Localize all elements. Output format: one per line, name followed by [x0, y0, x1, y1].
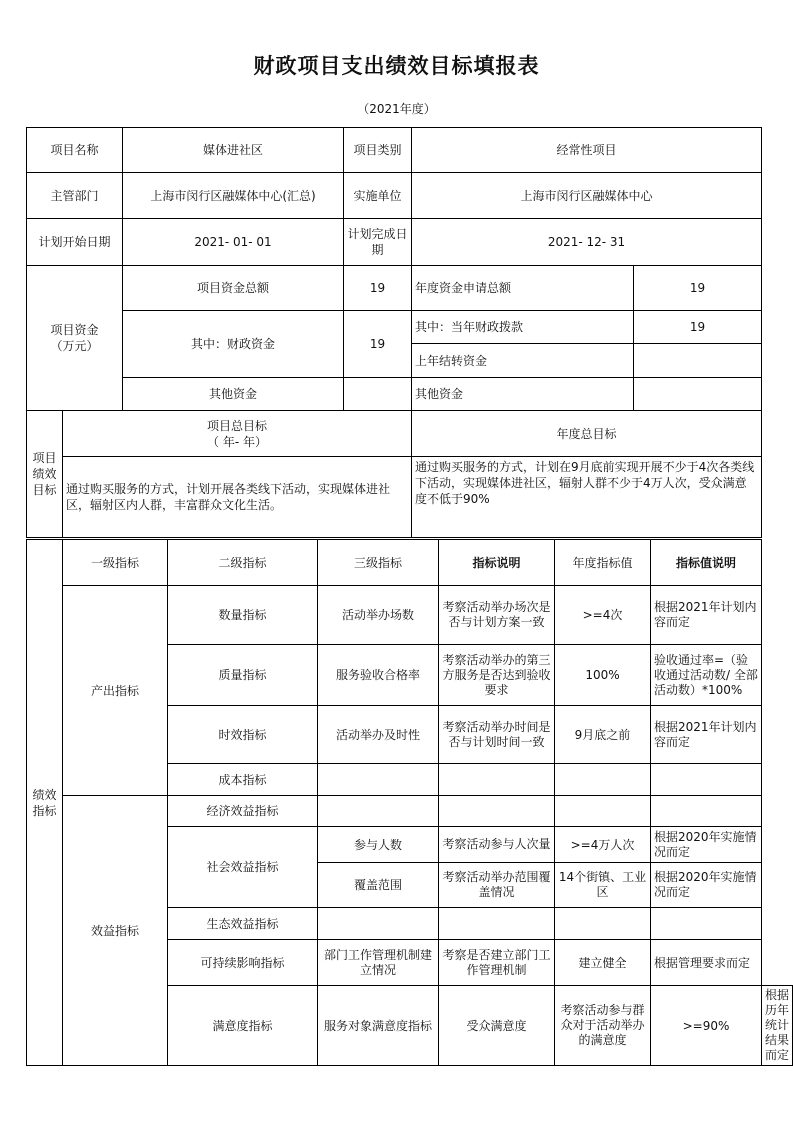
table-row: [318, 908, 439, 940]
impl-value: 上海市闵行区融媒体中心: [412, 173, 762, 219]
table-row: [439, 764, 555, 796]
table-row: 部门工作管理机制建立情况: [318, 940, 439, 986]
table-row: 根据管理要求而定: [651, 940, 762, 986]
table-row: >=4万人次: [555, 827, 651, 863]
table-row: 服务验收合格率: [318, 645, 439, 706]
table-row: [651, 796, 762, 827]
table-row: 根据历年统计结果而定: [762, 986, 793, 1066]
table-row: 考察活动参与群众对于活动举办的满意度: [555, 986, 651, 1066]
header-level2: 二级指标: [168, 540, 318, 586]
table-row: 考察活动举办时间是否与计划时间一致: [439, 706, 555, 764]
table-row: 验收通过率=（验收通过活动数/ 全部活动数）*100%: [651, 645, 762, 706]
project-type-value: 经常性项目: [412, 128, 762, 173]
funds-fiscal-label: 其中：财政资金: [123, 311, 344, 378]
year-label: （2021年度）: [357, 102, 436, 116]
table-row: 成本指标: [168, 764, 318, 796]
table-row: 建立健全: [555, 940, 651, 986]
dept-value: 上海市闵行区融媒体中心(汇总): [123, 173, 344, 219]
annual-goal-label: 年度总目标: [412, 411, 762, 457]
indicator-table: [26, 539, 793, 1066]
project-name-label: 项目名称: [27, 128, 123, 173]
table-row: 根据2020年实施情况而定: [651, 827, 762, 863]
table-row: 参与人数: [318, 827, 439, 863]
table-row: [439, 908, 555, 940]
table-row: 考察活动举办的第三方服务是否达到验收要求: [439, 645, 555, 706]
funds-other2-value: [634, 378, 762, 411]
table-row: 质量指标: [168, 645, 318, 706]
impl-label: 实施单位: [344, 173, 412, 219]
annual-goal-text: 通过购买服务的方式，计划在9月底前实现开展不少于4次各类线下活动，实现媒体进社区，辐射人群不少于4万人次，受众满意度不低于90%: [412, 457, 762, 538]
satisfaction-indicator-label: 满意度指标: [168, 986, 318, 1066]
overall-goal-text: 通过购买服务的方式，计划开展各类线下活动，实现媒体进社区，辐射区内人群，丰富群众文化生活。: [63, 457, 412, 538]
table-row: [651, 764, 762, 796]
funds-carryover-label: 上年结转资金: [412, 344, 634, 378]
table-row: 经济效益指标: [168, 796, 318, 827]
header-level3: 三级指标: [318, 540, 439, 586]
table-row: [651, 908, 762, 940]
table-row: 时效指标: [168, 706, 318, 764]
funds-total-label: 项目资金总额: [123, 266, 344, 311]
page-title: 财政项目支出绩效目标填报表: [253, 54, 540, 78]
funds-annual-label: 年度资金申请总额: [412, 266, 634, 311]
table-row: 生态效益指标: [168, 908, 318, 940]
funds-current-value: 19: [634, 311, 762, 344]
table-row: >=4次: [555, 586, 651, 645]
table-row: [555, 796, 651, 827]
table-row: 社会效益指标: [168, 827, 318, 908]
table-row: [318, 796, 439, 827]
table-row: 活动举办场数: [318, 586, 439, 645]
table-row: 根据2021年计划内容而定: [651, 706, 762, 764]
table-row: 覆盖范围: [318, 863, 439, 908]
table-row: [318, 764, 439, 796]
funds-other2-label: 其他资金: [412, 378, 634, 411]
output-indicator-label: 产出指标: [63, 586, 168, 796]
header-level1: 一级指标: [63, 540, 168, 586]
overall-goal-label: 项目总目标 （ 年- 年）: [63, 411, 412, 457]
end-date-label: 计划完成日期: [344, 219, 412, 266]
table-row: [555, 764, 651, 796]
project-info-table: [26, 127, 762, 538]
table-row: 服务对象满意度指标: [318, 986, 439, 1066]
table-row: 可持续影响指标: [168, 940, 318, 986]
table-row: 数量指标: [168, 586, 318, 645]
end-date-value: 2021- 12- 31: [412, 219, 762, 266]
header-value-note: 指标值说明: [651, 540, 762, 586]
header-description: 指标说明: [439, 540, 555, 586]
funds-annual-value: 19: [634, 266, 762, 311]
funds-total-value: 19: [344, 266, 412, 311]
table-row: 根据2020年实施情况而定: [651, 863, 762, 908]
table-row: 考察是否建立部门工作管理机制: [439, 940, 555, 986]
benefit-indicator-label: 效益指标: [63, 796, 168, 1066]
dept-label: 主管部门: [27, 173, 123, 219]
table-row: 14个街镇、工业区: [555, 863, 651, 908]
table-row: >=90%: [651, 986, 762, 1066]
indicators-label: 绩效 指标: [27, 540, 63, 1066]
table-row: 9月底之前: [555, 706, 651, 764]
table-row: 根据2021年计划内容而定: [651, 586, 762, 645]
table-row: 考察活动举办范围覆盖情况: [439, 863, 555, 908]
table-row: 考察活动参与人次量: [439, 827, 555, 863]
funds-current-label: 其中：当年财政拨款: [412, 311, 634, 344]
funds-fiscal-value: 19: [344, 311, 412, 378]
funds-label: 项目资金 （万元）: [27, 266, 123, 411]
goals-label: 项目 绩效 目标: [27, 411, 63, 538]
table-row: 考察活动举办场次是否与计划方案一致: [439, 586, 555, 645]
start-date-label: 计划开始日期: [27, 219, 123, 266]
table-row: 100%: [555, 645, 651, 706]
project-type-label: 项目类别: [344, 128, 412, 173]
project-name-value: 媒体进社区: [123, 128, 344, 173]
funds-other-value: [344, 378, 412, 411]
table-row: 受众满意度: [439, 986, 555, 1066]
funds-carryover-value: [634, 344, 762, 378]
start-date-value: 2021- 01- 01: [123, 219, 344, 266]
table-row: 活动举办及时性: [318, 706, 439, 764]
table-row: [555, 908, 651, 940]
table-row: [439, 796, 555, 827]
header-annual-value: 年度指标值: [555, 540, 651, 586]
funds-other-label: 其他资金: [123, 378, 344, 411]
